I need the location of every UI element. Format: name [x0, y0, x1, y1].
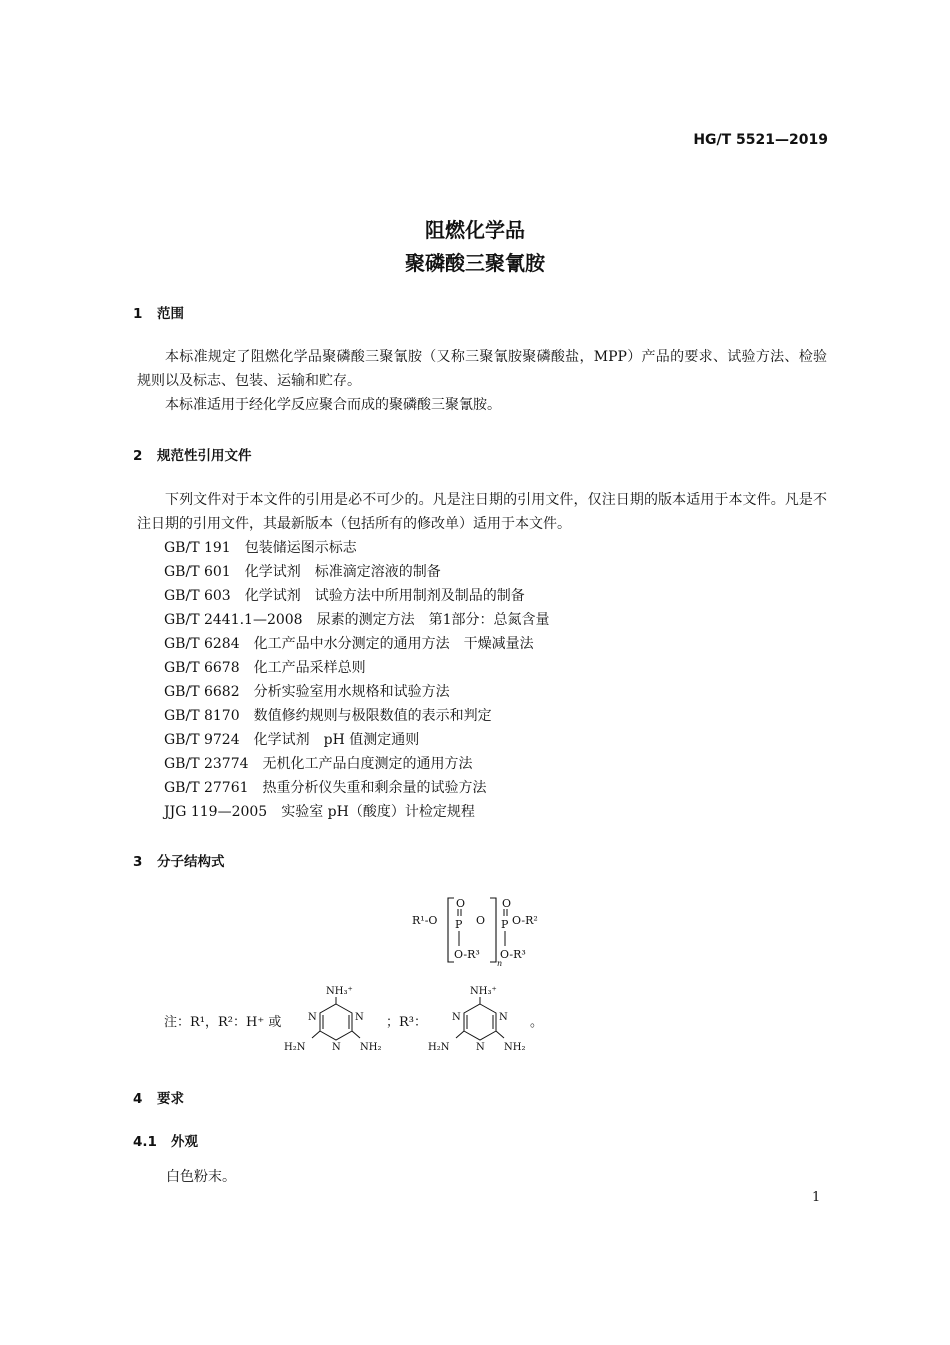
appearance-text: 白色粉末。: [166, 1169, 236, 1185]
reference-title: 尿素的测定方法 第1部分：总氮含量: [316, 612, 550, 628]
reference-code: GB/T 191: [164, 540, 231, 556]
section-number: 4: [133, 1091, 143, 1107]
reference-code: GB/T 6284: [164, 636, 240, 652]
section-title: 外观: [171, 1134, 198, 1150]
reference-item: [164, 536, 550, 560]
ring-n: N: [308, 1012, 317, 1023]
reference-list: [164, 536, 550, 824]
formula-o-r2: O-R²: [512, 914, 538, 927]
reference-code: JJG 119—2005: [164, 804, 268, 820]
triazine-ring: [464, 1004, 496, 1040]
bond-line: [496, 1031, 504, 1038]
melamine-ring-2: [426, 982, 536, 1056]
bond-line: [312, 1031, 320, 1038]
ring-h2n: H₂N: [284, 1042, 306, 1053]
reference-title: 化工产品中水分测定的通用方法 干燥减量法: [253, 636, 534, 652]
reference-code: GB/T 9724: [164, 732, 240, 748]
reference-code: GB/T 27761: [164, 780, 249, 796]
ring-nh2: NH₂: [360, 1042, 382, 1053]
section-number: 3: [133, 854, 143, 870]
reference-title: 化工产品采样总则: [253, 660, 366, 676]
reference-item: [164, 632, 550, 656]
section-title: 范围: [157, 306, 184, 322]
document-title-line2: 聚磷酸三聚氰胺: [405, 251, 545, 275]
reference-code: GB/T 6682: [164, 684, 240, 700]
section-4-heading: [133, 1087, 184, 1107]
document-title-line1: 阻燃化学品: [425, 218, 525, 242]
triazine-ring: [320, 1004, 352, 1040]
ring-nh3: NH₃⁺: [326, 986, 353, 997]
section-title: 规范性引用文件: [157, 448, 252, 464]
paragraph: 下列文件对于本文件的引用是必不可少的。凡是注日期的引用文件，仅注日期的版本适用于本文件。凡是不注日期的引用文件，其最新版本（包括所有的修改单）适用于本文件。: [137, 492, 827, 532]
section-1-body: [137, 345, 827, 417]
reference-title: 数值修约规则与极限数值的表示和判定: [253, 708, 492, 724]
formula-o-top-2: O: [502, 897, 512, 910]
ring-h2n: H₂N: [428, 1042, 450, 1053]
paragraph: 本标准规定了阻燃化学品聚磷酸三聚氰胺（又称三聚氰胺聚磷酸盐，MPP）产品的要求、试验方法、检验规则以及标志、包装、运输和贮存。: [137, 349, 827, 389]
section-2-heading: [133, 444, 252, 464]
ring-n: N: [332, 1042, 341, 1053]
reference-title: 分析实验室用水规格和试验方法: [253, 684, 450, 700]
reference-title: 无机化工产品白度测定的通用方法: [262, 756, 473, 772]
section-1-heading: [133, 302, 184, 322]
reference-item: [164, 704, 550, 728]
melamine-ring-1: [282, 982, 392, 1056]
ring-n: N: [452, 1012, 461, 1023]
formula-note: [164, 982, 564, 1056]
formula-o-r3-2: O-R³: [500, 948, 526, 961]
reference-item: [164, 752, 550, 776]
formula-o-top-1: O: [456, 897, 466, 910]
formula-p-1: P: [455, 918, 463, 931]
paragraph: 本标准适用于经化学反应聚合而成的聚磷酸三聚氰胺。: [165, 397, 501, 413]
reference-title: 化学试剂 试验方法中所用制剂及制品的制备: [244, 588, 525, 604]
note-suffix: 。: [530, 1015, 544, 1030]
section-number: 1: [133, 306, 143, 322]
section-2-intro: [137, 488, 827, 536]
reference-item: [164, 560, 550, 584]
reference-item: [164, 680, 550, 704]
formula-p-2: P: [501, 918, 509, 931]
reference-item: [164, 656, 550, 680]
reference-title: 化学试剂 pH 值测定通则: [253, 732, 420, 748]
formula-o-mid: O: [476, 914, 486, 927]
section-number: 2: [133, 448, 143, 464]
section-4-1-heading: [133, 1130, 198, 1150]
note-prefix: 注：R¹，R²：H⁺ 或: [164, 1015, 282, 1030]
formula-subscript-n: n: [497, 959, 503, 968]
reference-item: [164, 776, 550, 800]
section-title: 要求: [157, 1091, 184, 1107]
standard-code: HG/T 5521—2019: [693, 132, 828, 148]
note-middle: ；R³：: [386, 1015, 427, 1030]
reference-title: 化学试剂 标准滴定溶液的制备: [244, 564, 441, 580]
formula-o-r3-1: O-R³: [454, 948, 480, 961]
ring-n: N: [355, 1012, 364, 1023]
structural-formula: [408, 892, 568, 972]
reference-code: GB/T 603: [164, 588, 231, 604]
page-number: 1: [812, 1190, 821, 1205]
reference-item: [164, 608, 550, 632]
reference-title: 实验室 pH（酸度）计检定规程: [281, 804, 475, 820]
bond-line: [352, 1031, 360, 1038]
ring-n: N: [476, 1042, 485, 1053]
ring-nh2: NH₂: [504, 1042, 526, 1053]
formula-r1o: R¹-O: [412, 914, 438, 927]
section-3-heading: [133, 850, 225, 870]
section-title: 分子结构式: [157, 854, 225, 870]
ring-nh3: NH₃⁺: [470, 986, 497, 997]
reference-code: GB/T 23774: [164, 756, 249, 772]
reference-code: GB/T 6678: [164, 660, 240, 676]
reference-item: [164, 728, 550, 752]
reference-code: GB/T 601: [164, 564, 231, 580]
reference-title: 热重分析仪失重和剩余量的试验方法: [262, 780, 487, 796]
right-bracket: [490, 898, 496, 962]
reference-title: 包装储运图示标志: [244, 540, 357, 556]
reference-code: GB/T 8170: [164, 708, 240, 724]
section-number: 4.1: [133, 1134, 157, 1150]
bond-line: [456, 1031, 464, 1038]
reference-item: [164, 800, 550, 824]
ring-n: N: [499, 1012, 508, 1023]
reference-item: [164, 584, 550, 608]
reference-code: GB/T 2441.1—2008: [164, 612, 303, 628]
